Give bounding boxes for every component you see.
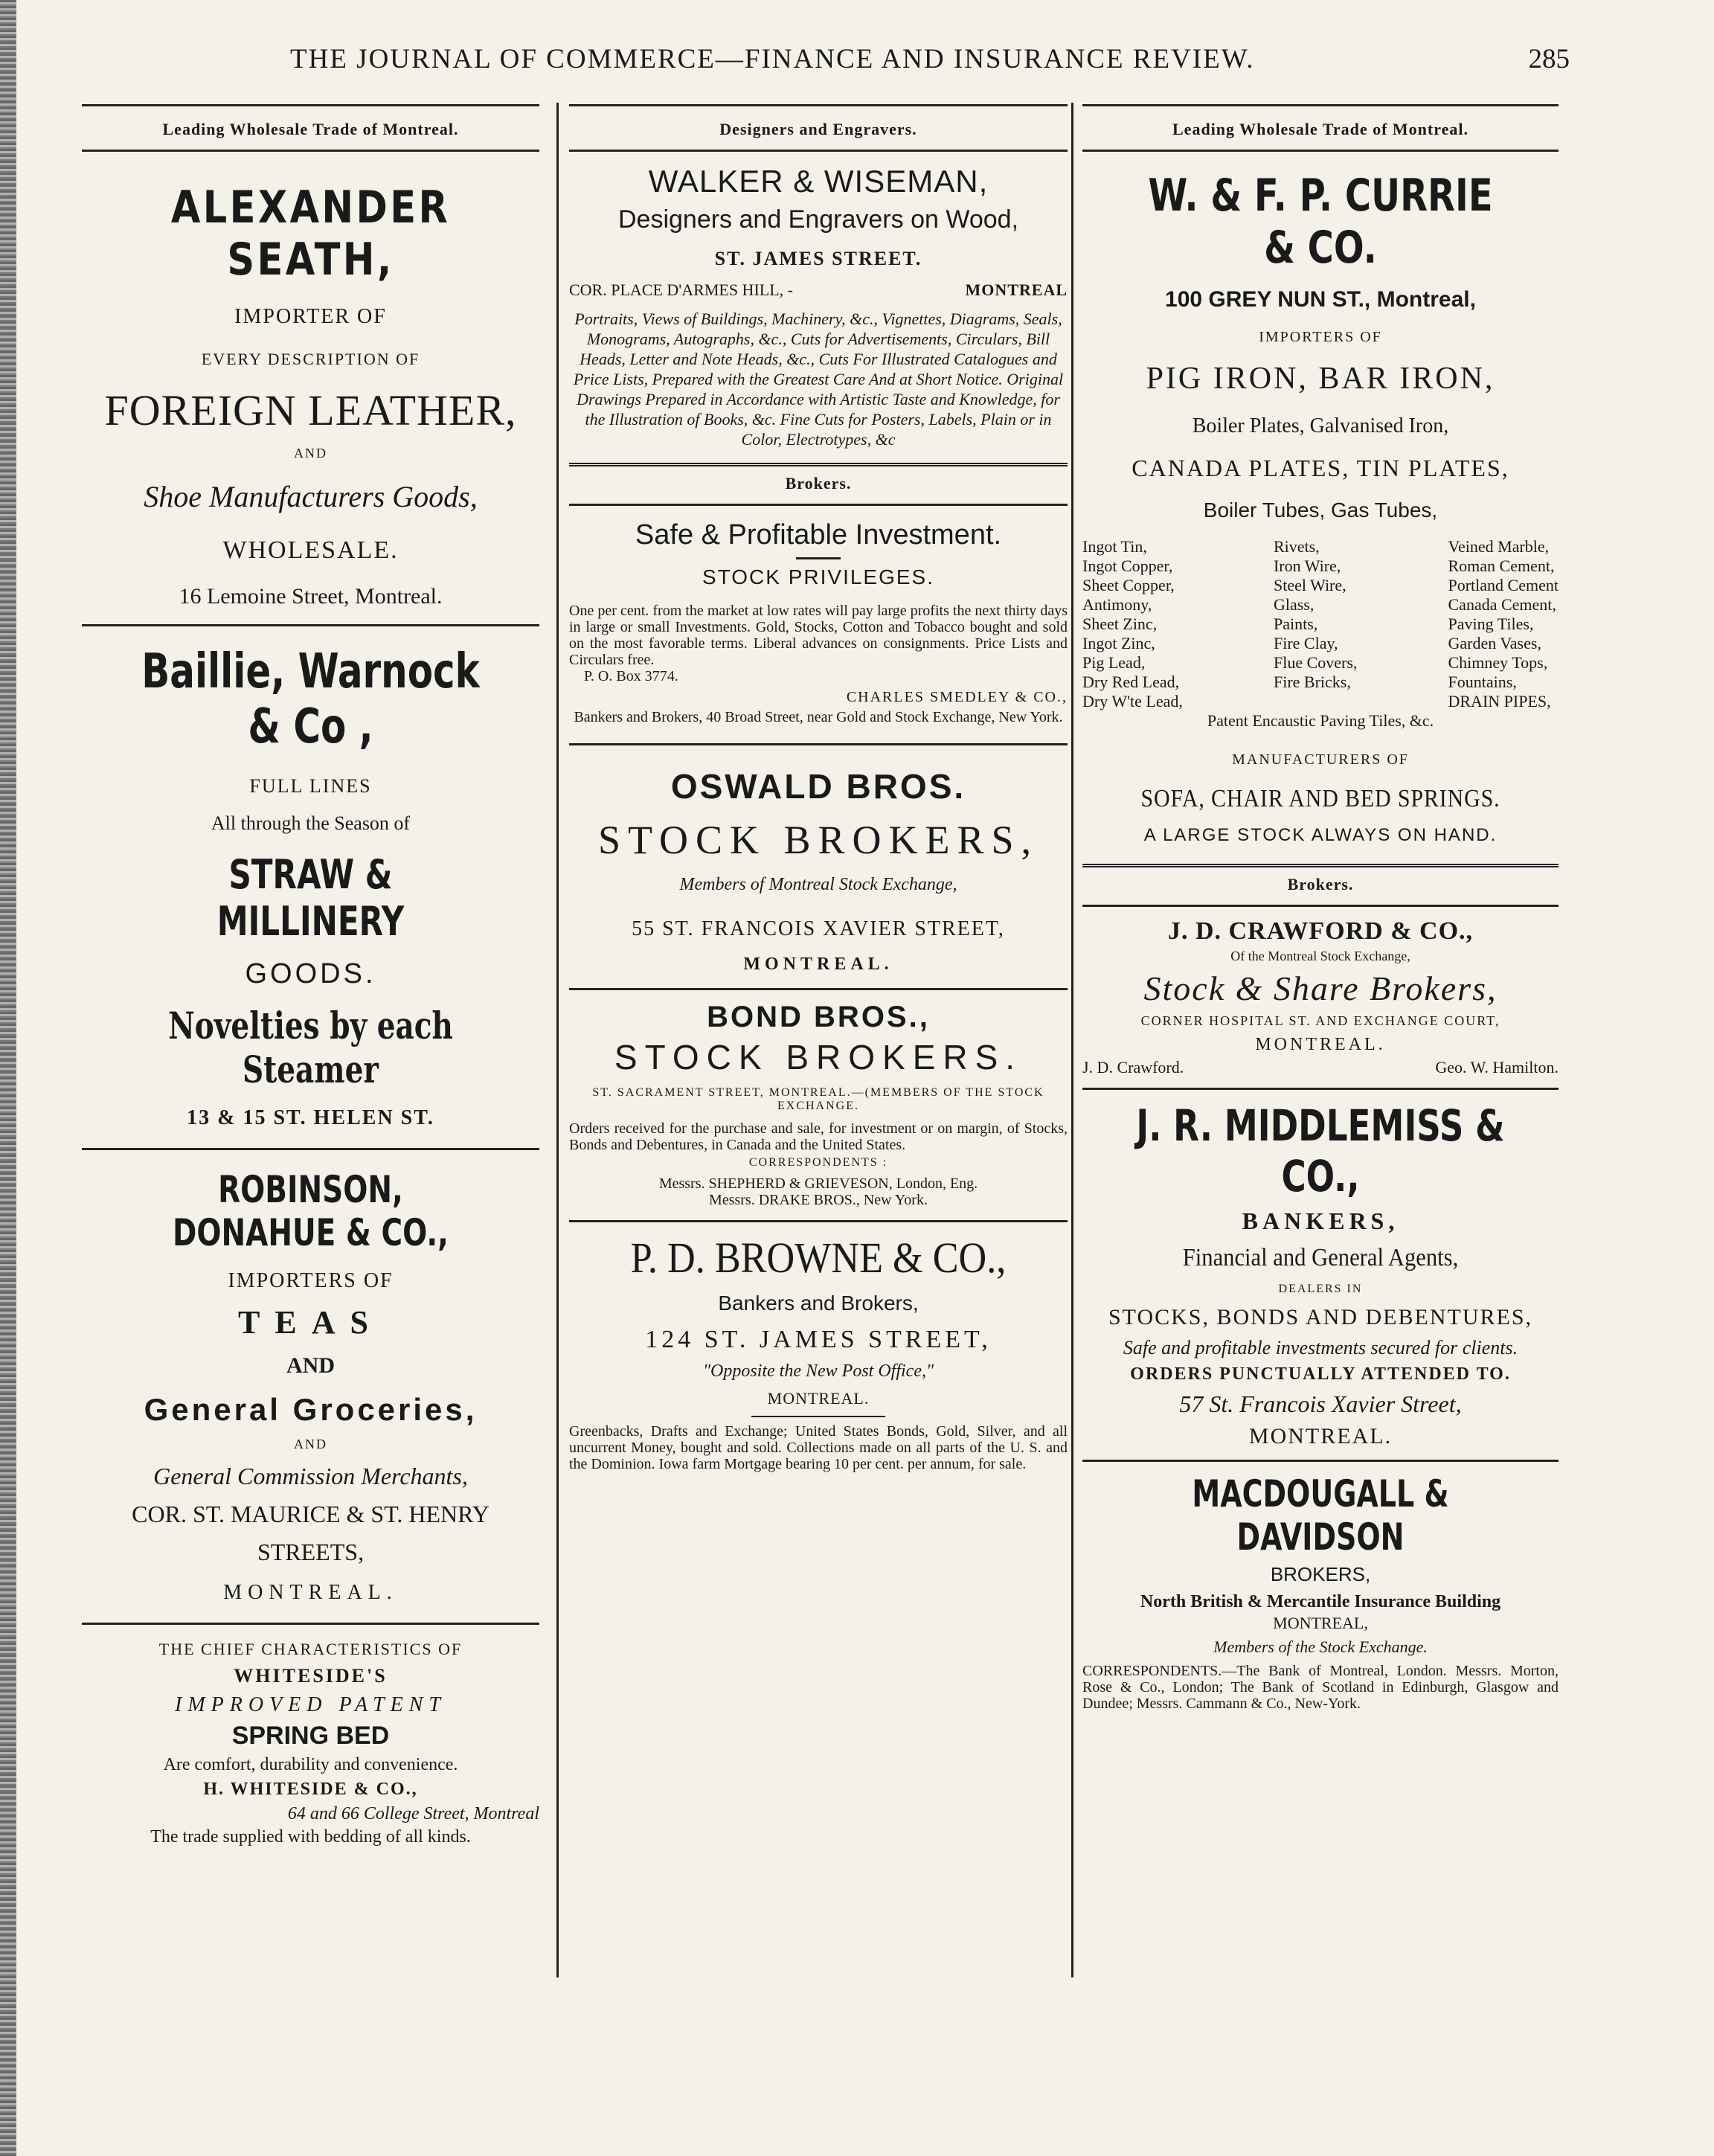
rule — [569, 988, 1068, 990]
ad-line: THE CHIEF CHARACTERISTICS OF — [158, 1640, 463, 1658]
ad-line: MONTREAL. — [743, 955, 893, 974]
ad-safe-investment — [569, 519, 1068, 725]
ad-title: WALKER & WISEMAN, — [648, 164, 989, 199]
ad-line: Stock & Share Brokers, — [1143, 969, 1498, 1007]
journal-title: THE JOURNAL OF COMMERCE—FINANCE AND INSURANCE REVIEW. — [290, 44, 1255, 74]
ad-line: P. O. Box 3774. — [584, 668, 678, 684]
ad-browne — [569, 1233, 1068, 1472]
ad-line: PIG IRON, BAR IRON, — [1146, 362, 1495, 396]
ad-line: Members of the Stock Exchange. — [1213, 1637, 1428, 1656]
ad-line: A LARGE STOCK ALWAYS ON HAND. — [1143, 825, 1498, 845]
ad-body: Greenbacks, Drafts and Exchange; United States Bonds, Gold, Silver, and all uncurrent Money, bought and sold. Collections made on all parts of the U. S. and the Dominion. Iowa farm Mortgage bearing 10 per cent. per annum, for sale. — [569, 1423, 1068, 1472]
ad-line: Of the Montreal Stock Exchange, — [1230, 949, 1410, 963]
ad-title: Safe & Profitable Investment. — [635, 519, 1002, 551]
ad-line: General Groceries, — [144, 1392, 478, 1427]
rule — [1082, 864, 1559, 867]
column-1 — [82, 104, 539, 1979]
ad-line: DEALERS IN — [1278, 1283, 1363, 1295]
ad-line: General Commission Merchants, — [153, 1463, 468, 1489]
ad-line: 57 St. Francois Xavier Street, — [1179, 1390, 1462, 1417]
rule — [569, 463, 1068, 466]
ad-line: IMPORTERS OF — [1259, 329, 1382, 345]
ad-body: One per cent. from the market at low rates will pay large profits the next thirty days in large or small Investments. Gold, Stocks, Cotton and Tobacco bought and sold on the most favorable terms. Liberal advances on consignments. Price Lists and Circulars free. — [569, 603, 1068, 668]
section-heading: Brokers. — [1287, 875, 1354, 893]
ad-title: WHITESIDE'S — [234, 1665, 388, 1687]
ad-line: 55 ST. FRANCOIS XAVIER STREET, — [632, 917, 1005, 940]
ad-line: 64 and 66 College Street, Montreal — [287, 1804, 539, 1823]
ad-line: ST. JAMES STREET. — [714, 248, 922, 269]
ad-title: ALEXANDER SEATH, — [170, 182, 451, 286]
item-column: Ingot Tin, Ingot Copper, Sheet Copper, Antimony, Sheet Zinc, Ingot Zinc, Pig Lead, Dry Red Lead, Dry W'te Lead, — [1082, 537, 1183, 710]
ad-line: STREETS, — [257, 1539, 365, 1565]
ad-line: 16 Lemoine Street, Montreal. — [179, 584, 443, 609]
ad-line: MANUFACTURERS OF — [1232, 751, 1409, 768]
section-heading: Leading Wholesale Trade of Montreal. — [1172, 120, 1469, 138]
ad-currie — [1082, 170, 1559, 846]
item-column: Veined Marble, Roman Cement, Portland Cement Canada Cement, Paving Tiles, Garden Vases, Chimney Tops, Fountains, DRAIN PIPES, — [1448, 537, 1559, 710]
ad-line: MONTREAL. — [1255, 1035, 1386, 1054]
ad-line: EVERY DESCRIPTION OF — [201, 350, 420, 368]
ad-line: CHARLES SMEDLEY & CO., — [846, 689, 1068, 705]
ad-line: STOCK PRIVILEGES. — [702, 565, 935, 588]
ad-line: CORRESPONDENTS : — [748, 1156, 888, 1169]
partner-name: Geo. W. Hamilton. — [1435, 1058, 1559, 1077]
rule — [569, 504, 1068, 506]
page-header — [82, 43, 1570, 88]
ad-line: Safe and profitable investments secured for clients. — [1123, 1337, 1518, 1358]
ad-line: COR. ST. MAURICE & ST. HENRY — [132, 1501, 490, 1527]
ad-line: MONTREAL. — [767, 1389, 870, 1408]
ad-line: AND — [294, 1437, 327, 1451]
ad-line: IMPORTERS OF — [228, 1269, 394, 1292]
ad-line: Boiler Tubes, Gas Tubes, — [1203, 498, 1438, 522]
ad-line: 100 GREY NUN ST., Montreal, — [1165, 287, 1476, 312]
ad-line: STOCK BROKERS. — [614, 1038, 1023, 1077]
column-3 — [1082, 104, 1559, 1979]
ad-robinson — [82, 1168, 539, 1605]
ad-walker — [569, 164, 1068, 449]
rule — [796, 557, 841, 559]
item-list — [1082, 537, 1559, 711]
ad-line: STOCKS, BONDS AND DEBENTURES, — [1108, 1305, 1533, 1329]
ad-line: Designers and Engravers on Wood, — [617, 205, 1018, 234]
section-heading: Leading Wholesale Trade of Montreal. — [162, 120, 459, 138]
ad-line: Patent Encaustic Paving Tiles, &c. — [1207, 711, 1434, 730]
ad-line: MONTREAL. — [1248, 1424, 1393, 1448]
ad-line: ORDERS PUNCTUALLY ATTENDED TO. — [1130, 1364, 1511, 1384]
ad-crawford — [1082, 917, 1559, 1077]
ad-line-right: MONTREAL — [965, 280, 1068, 299]
ad-line: SPRING BED — [231, 1722, 390, 1750]
ad-line: Members of Montreal Stock Exchange, — [679, 875, 957, 894]
ad-line: Messrs. DRAKE BROS., New York. — [709, 1192, 928, 1208]
rule — [1082, 104, 1559, 106]
ad-title: J. R. MIDDLEMISS & CO., — [1136, 1100, 1505, 1201]
rule — [751, 1416, 885, 1417]
ad-line: GOODS. — [245, 958, 376, 989]
ad-line: AND — [286, 1353, 335, 1378]
ad-line: STOCK BROKERS, — [597, 818, 1039, 862]
ad-line: Messrs. SHEPHERD & GRIEVESON, London, Eng. — [658, 1175, 978, 1192]
ad-line: MONTREAL, — [1273, 1614, 1368, 1632]
ad-middlemiss — [1082, 1100, 1559, 1449]
rule — [82, 104, 539, 106]
ad-line: Novelties by each Steamer — [168, 1004, 453, 1091]
ad-line: CORNER HOSPITAL ST. AND EXCHANGE COURT, — [1140, 1013, 1500, 1028]
rule — [82, 1623, 539, 1625]
rule — [82, 150, 539, 152]
ad-line: MONTREAL. — [223, 1581, 398, 1604]
ad-seath — [82, 182, 539, 609]
rule — [569, 743, 1068, 745]
ad-line: North British & Mercantile Insurance Building — [1140, 1592, 1501, 1611]
ad-line: BANKERS, — [1242, 1207, 1399, 1234]
ad-whiteside — [82, 1640, 539, 1847]
column-rule — [1071, 103, 1073, 1977]
ad-title: J. D. CRAWFORD & CO., — [1167, 917, 1474, 945]
ad-line: Are comfort, durability and convenience. — [163, 1755, 458, 1774]
ad-line: Shoe Manufacturers Goods, — [144, 480, 478, 513]
column-rule — [556, 103, 559, 1977]
ad-line: Financial and General Agents, — [1182, 1244, 1459, 1271]
ad-line: TEAS — [238, 1304, 383, 1341]
ad-line: Boiler Plates, Galvanised Iron, — [1192, 414, 1449, 437]
ad-line: IMPROVED PATENT — [175, 1693, 446, 1716]
ad-line: FOREIGN LEATHER, — [104, 386, 517, 434]
page-edge — [0, 0, 16, 2156]
ad-title: ROBINSON, DONAHUE & CO., — [172, 1168, 449, 1254]
rule — [82, 1148, 539, 1150]
ad-body: CORRESPONDENTS.—The Bank of Montreal, London. Messrs. Morton, Rose & Co., London; The Bank of Scotland in Edinburgh, Glasgow and Dundee; Messrs. Cammann & Co., New-York. — [1082, 1663, 1559, 1712]
ad-line: STRAW & MILLINERY — [216, 851, 405, 945]
rule — [569, 150, 1068, 152]
ad-line: IMPORTER OF — [234, 305, 387, 328]
rule — [1082, 150, 1559, 152]
ad-line — [569, 280, 1068, 300]
ad-title: BOND BROS., — [707, 1001, 930, 1033]
ad-line: AND — [294, 446, 327, 461]
rule — [569, 1220, 1068, 1222]
ad-line: "Opposite the New Post Office," — [702, 1361, 934, 1381]
column-2 — [569, 104, 1068, 1979]
rule — [82, 624, 539, 626]
ad-line: WHOLESALE. — [222, 536, 399, 564]
rule — [1082, 905, 1559, 907]
item-column: Rivets, Iron Wire, Steel Wire, Glass, Paints, Fire Clay, Flue Covers, Fire Bricks, — [1273, 537, 1358, 691]
ad-line: Bankers and Brokers, — [718, 1292, 919, 1315]
ad-baillie — [82, 644, 539, 1130]
ad-oswald — [569, 766, 1068, 975]
section-heading: Designers and Engravers. — [719, 120, 917, 138]
partner-name: J. D. Crawford. — [1082, 1058, 1184, 1077]
page-number: 285 — [1528, 44, 1570, 74]
section-heading: Brokers. — [785, 474, 852, 493]
ad-body: Orders received for the purchase and sale, for investment or on margin, of Stocks, Bonds and Debentures, in Canada and the United States. — [569, 1120, 1068, 1153]
ad-line: BROKERS, — [1270, 1563, 1371, 1585]
ad-line: All through the Season of — [211, 812, 411, 834]
ad-body: Portraits, Views of Buildings, Machinery, &c., Vignettes, Diagrams, Seals, Monograms, Autographs, &c., Cuts for Advertisements, Circulars, Bill Heads, Letter and Note Heads, &c., Cuts For Illustrated Catalogues and Price Lists, Prepared with the Greatest Care And at Short Notice. Original Drawings Prepared in Accordance with Artistic Taste and Knowledge, for the Illustration of Books, &c. Fine Cuts for Posters, Labels, Plain or in Color, Electrotypes, &c — [573, 309, 1064, 449]
ad-line: H. WHITESIDE & CO., — [203, 1780, 418, 1799]
rule — [1082, 1088, 1559, 1090]
ad-title: MACDOUGALL & DAVIDSON — [1192, 1472, 1449, 1559]
rule — [569, 104, 1068, 106]
ad-line: CANADA PLATES, TIN PLATES, — [1132, 455, 1509, 481]
ad-line: 124 ST. JAMES STREET, — [645, 1326, 992, 1353]
ad-line: ST. SACRAMENT STREET, MONTREAL.—(MEMBERS OF THE STOCK EXCHANGE. — [592, 1086, 1044, 1112]
ad-line: Bankers and Brokers, 40 Broad Street, near Gold and Stock Exchange, New York. — [574, 709, 1063, 725]
ad-title: W. & F. P. CURRIE & CO. — [1148, 170, 1493, 274]
ad-macdougall — [1082, 1472, 1559, 1712]
ad-bond — [569, 1001, 1068, 1208]
ad-title: OSWALD BROS. — [670, 767, 966, 806]
ad-title: P. D. BROWNE & CO., — [630, 1233, 1007, 1282]
ad-line: SOFA, CHAIR AND BED SPRINGS. — [1140, 785, 1500, 812]
ad-title: Baillie, Warnock & Co , — [141, 644, 480, 754]
ad-line-left: COR. PLACE D'ARMES HILL, - — [569, 280, 793, 299]
ad-line: 13 & 15 ST. HELEN ST. — [187, 1106, 434, 1129]
ad-line: The trade supplied with bedding of all kinds. — [150, 1827, 471, 1847]
ad-line: FULL LINES — [249, 775, 372, 797]
rule — [1082, 1460, 1559, 1462]
partners-line — [1082, 1058, 1559, 1077]
